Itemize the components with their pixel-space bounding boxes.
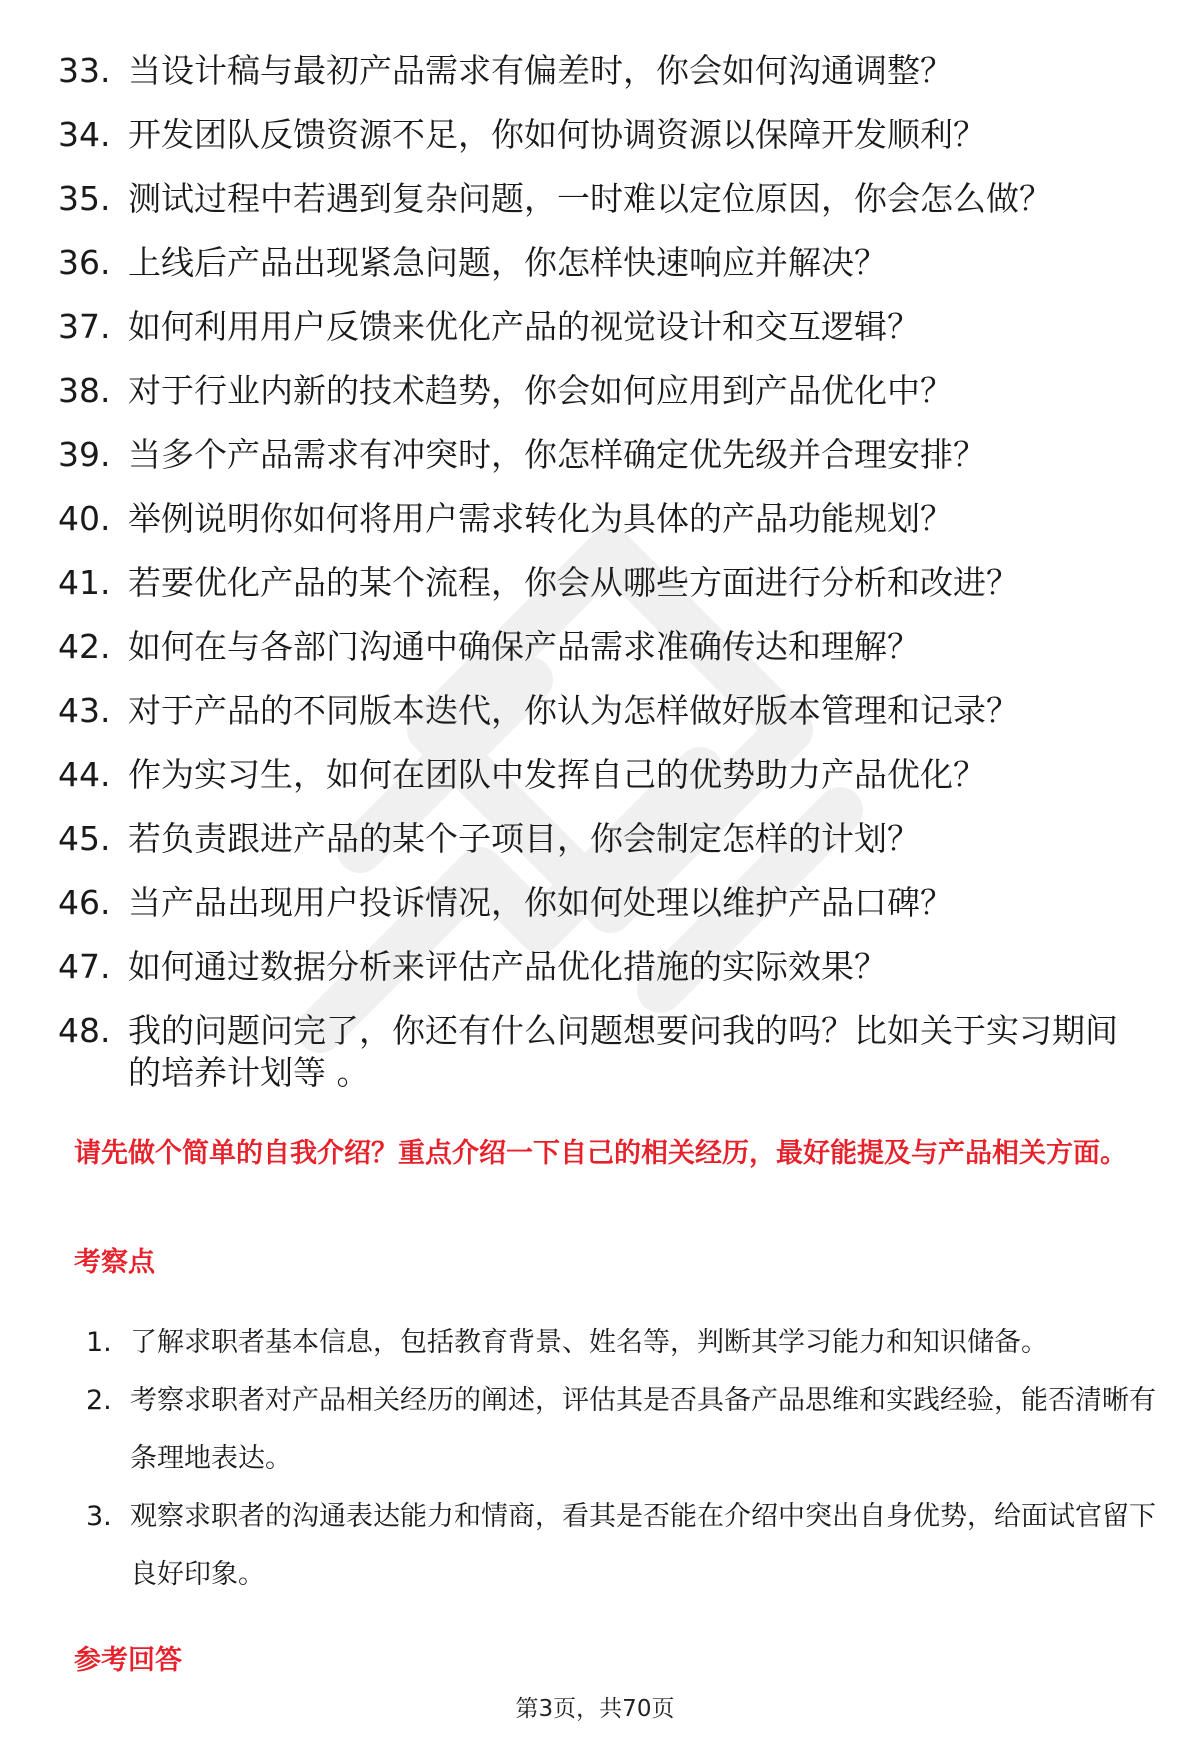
list-item: 41. 若要优化产品的某个流程，你会从哪些方面进行分析和改进？ (58, 563, 1019, 602)
list-item: 1. 了解求职者基本信息，包括教育背景、姓名等，判断其学习能力和知识储备。 (86, 1327, 1048, 1358)
list-item: 40. 举例说明你如何将用户需求转化为具体的产品功能规划？ (58, 499, 953, 538)
list-item: 47. 如何通过数据分析来评估产品优化措施的实际效果？ (58, 947, 887, 986)
list-item: 46. 当产品出现用户投诉情况，你如何处理以维护产品口碑？ (58, 883, 953, 922)
points-list (86, 1314, 1156, 1604)
list-item: 35. 测试过程中若遇到复杂问题，一时难以定位原因，你会怎么做？ (58, 179, 1052, 218)
list-item: 44. 作为实习生，如何在团队中发挥自己的优势助力产品优化？ (58, 755, 986, 794)
list-item: 37. 如何利用用户反馈来优化产品的视觉设计和交互逻辑？ (58, 307, 920, 346)
answer-heading: 参考回答 (74, 1645, 182, 1676)
list-item: 36. 上线后产品出现紧急问题，你怎样快速响应并解决？ (58, 243, 887, 282)
section-question-heading: 请先做个简单的自我介绍？重点介绍一下自己的相关经历，最好能提及与产品相关方面。 (74, 1138, 1127, 1169)
list-item: 2. 考察求职者对产品相关经历的阐述，评估其是否具备产品思维和实践经验，能否清晰有条理地表达。 (86, 1385, 1156, 1474)
list-item: 45. 若负责跟进产品的某个子项目，你会制定怎样的计划？ (58, 819, 920, 858)
list-item: 3. 观察求职者的沟通表达能力和情商，看其是否能在介绍中突出自身优势，给面试官留下良好印象。 (86, 1501, 1156, 1590)
points-heading: 考察点 (74, 1247, 155, 1278)
list-item: 48. 我的问题问完了，你还有什么问题想要问我的吗？比如关于实习期间的培养计划等 。 (58, 1011, 1118, 1092)
list-item: 39. 当多个产品需求有冲突时，你怎样确定优先级并合理安排？ (58, 435, 986, 474)
page-number: 第3页，共70页 (515, 1696, 675, 1722)
list-item: 38. 对于行业内新的技术趋势，你会如何应用到产品优化中？ (58, 371, 953, 410)
question-list (58, 50, 1148, 1116)
list-item: 34. 开发团队反馈资源不足，你如何协调资源以保障开发顺利？ (58, 115, 986, 154)
list-item: 33. 当设计稿与最初产品需求有偏差时，你会如何沟通调整？ (58, 51, 953, 90)
list-item: 43. 对于产品的不同版本迭代，你认为怎样做好版本管理和记录？ (58, 691, 1019, 730)
list-item: 42. 如何在与各部门沟通中确保产品需求准确传达和理解？ (58, 627, 920, 666)
